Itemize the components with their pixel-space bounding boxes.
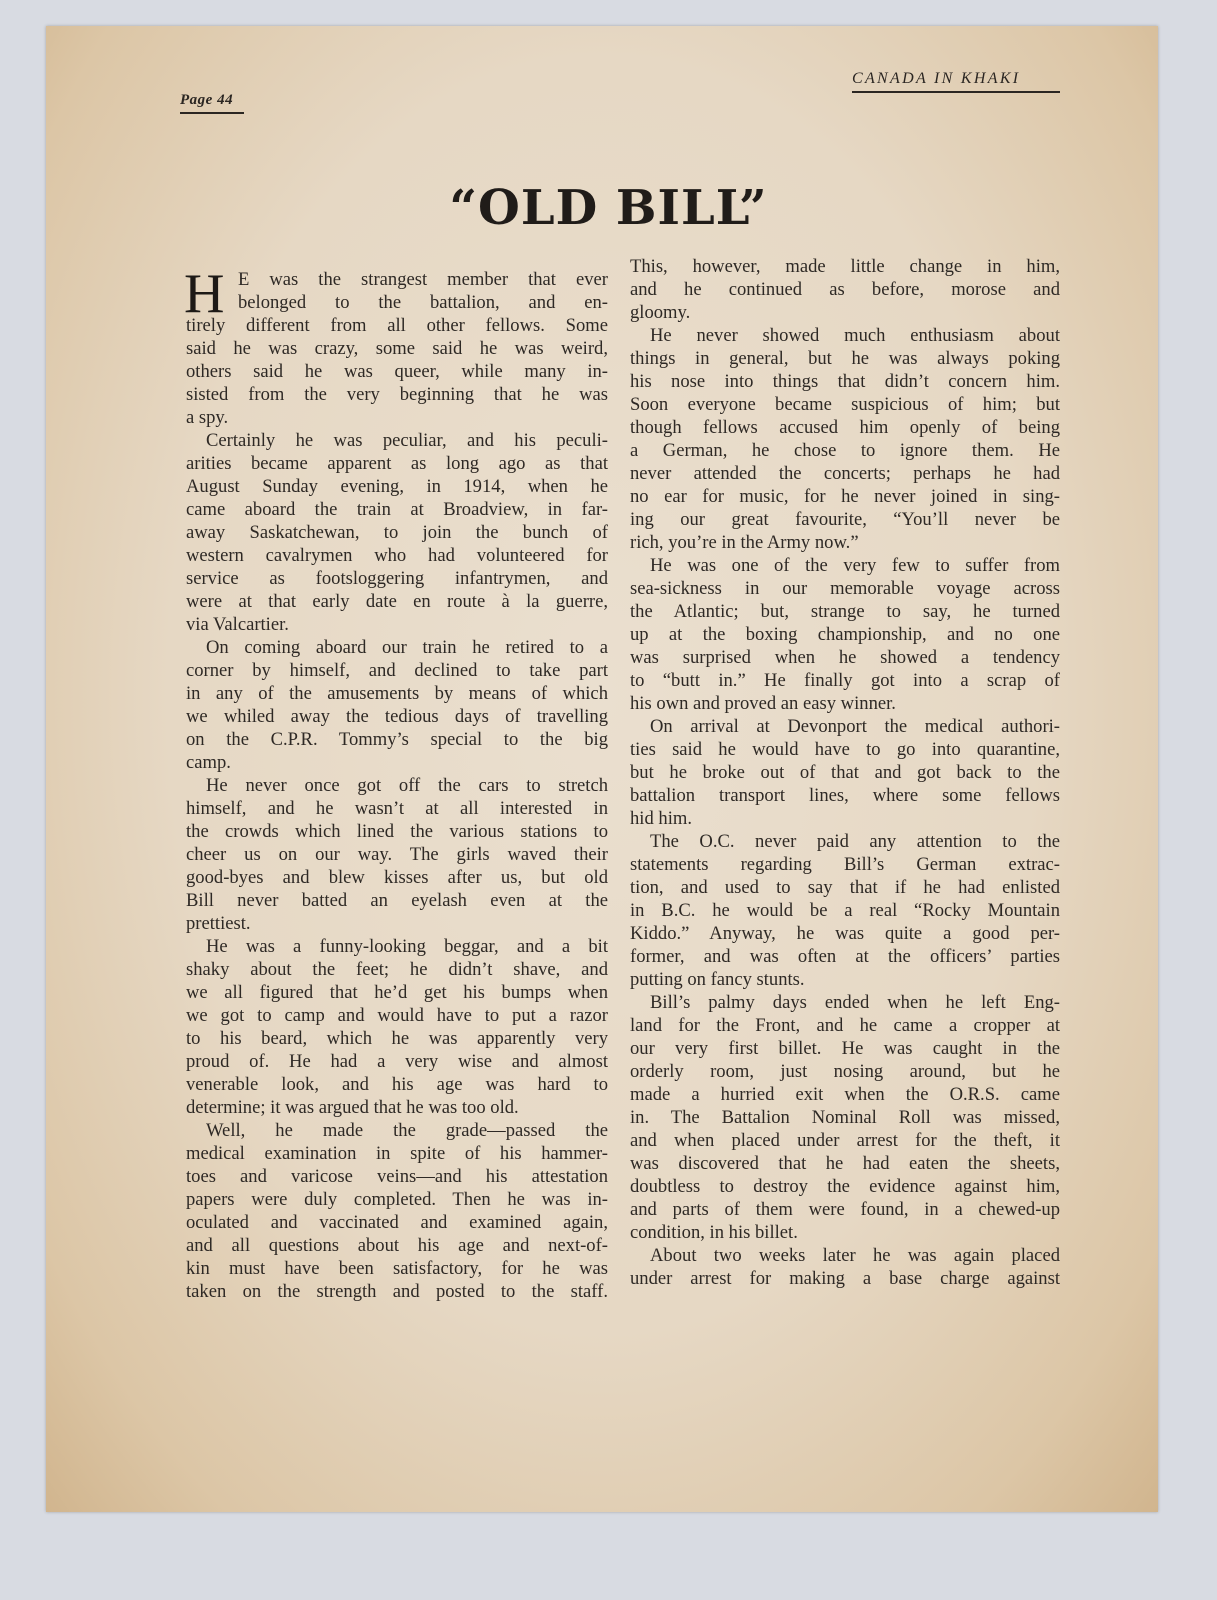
- text-line: was surprised when he showed a tendency: [630, 647, 1060, 668]
- text-line: belonged to the battalion, and en-: [238, 292, 608, 313]
- text-line: sisted from the very beginning that he was: [186, 384, 608, 405]
- text-line: and all questions about his age and next-of-: [186, 1235, 608, 1256]
- text-line: About two weeks later he was again placed: [650, 1245, 1060, 1266]
- paragraph: [186, 636, 608, 774]
- text-line: made a hurried exit when the O.R.S. came: [630, 1084, 1060, 1105]
- column-left: [184, 263, 608, 1303]
- text-line: were at that early date en route à la guerre,: [186, 591, 608, 612]
- text-line: He was a funny-looking beggar, and a bit: [206, 936, 608, 957]
- paragraph: [630, 715, 1060, 830]
- text-line: Kiddo.” Anyway, he was quite a good per-: [630, 923, 1060, 944]
- text-line: rich, you’re in the Army now.”: [630, 532, 859, 553]
- text-line: corner by himself, and declined to take part: [186, 660, 608, 681]
- text-line: and he continued as before, morose and: [630, 279, 1060, 300]
- paragraph: [186, 1119, 608, 1303]
- text-line: Soon everyone became suspicious of him; but: [630, 394, 1060, 415]
- text-line: in any of the amusements by means of which: [186, 683, 608, 704]
- text-line: up at the boxing championship, and no one: [630, 624, 1060, 645]
- text-line: venerable look, and his age was hard to: [186, 1074, 608, 1095]
- text-line: we whiled away the tedious days of travelling: [186, 706, 608, 727]
- text-line: condition, in his billet.: [630, 1222, 798, 1243]
- column-right: [630, 255, 1060, 1290]
- text-line: service as footsloggering infantrymen, and: [186, 568, 608, 589]
- text-line: sea-sickness in our memorable voyage across: [630, 578, 1060, 599]
- text-line: was discovered that he had eaten the sheets,: [630, 1153, 1060, 1174]
- text-line: kin must have been satisfactory, for he was: [186, 1258, 608, 1279]
- text-line: and parts of them were found, in a chewed-up: [630, 1199, 1060, 1220]
- text-line: August Sunday evening, in 1914, when he: [186, 476, 608, 497]
- text-line: taken on the strength and posted to the staff.: [186, 1281, 608, 1302]
- text-line: shaky about the feet; he didn’t shave, and: [186, 959, 608, 980]
- text-line: land for the Front, and he came a cropper at: [630, 1015, 1060, 1036]
- text-line: statements regarding Bill’s German extrac-: [630, 854, 1060, 875]
- paragraph: [630, 324, 1060, 554]
- text-line: toes and varicose veins—and his attestation: [186, 1166, 608, 1187]
- drop-cap: H: [184, 263, 225, 325]
- text-line: hid him.: [630, 808, 692, 829]
- text-line: away Saskatchewan, to join the bunch of: [186, 522, 608, 543]
- text-line: western cavalrymen who had volunteered for: [186, 545, 608, 566]
- text-line: Well, he made the grade—passed the: [206, 1120, 608, 1141]
- text-line: Bill’s palmy days ended when he left Eng-: [650, 992, 1060, 1013]
- text-line: doubtless to destroy the evidence against him,: [630, 1176, 1060, 1197]
- text-line: This, however, made little change in him,: [630, 256, 1060, 277]
- text-line: E was the strangest member that ever: [238, 269, 608, 290]
- text-line: but he broke out of that and got back to the: [630, 762, 1060, 783]
- paragraph: [186, 429, 608, 636]
- text-line: orderly room, just nosing around, but he: [630, 1061, 1060, 1082]
- text-line: He was one of the very few to suffer from: [650, 555, 1060, 576]
- paragraph: [186, 774, 608, 935]
- paragraph: [630, 1244, 1060, 1290]
- paragraph: [630, 554, 1060, 715]
- text-line: others said he was queer, while many in-: [186, 361, 608, 382]
- text-line: oculated and vaccinated and examined again,: [186, 1212, 608, 1233]
- text-line: the crowds which lined the various stations to: [186, 821, 608, 842]
- text-line: came aboard the train at Broadview, in far-: [186, 499, 608, 520]
- paragraph: [630, 255, 1060, 324]
- text-line: He never once got off the cars to stretch: [206, 775, 608, 796]
- text-line: On coming aboard our train he retired to a: [206, 637, 608, 658]
- text-line: battalion transport lines, where some fellows: [630, 785, 1060, 806]
- running-head: CANADA IN KHAKI: [852, 70, 1060, 93]
- text-line: a German, he chose to ignore them. He: [630, 440, 1060, 461]
- text-line: prettiest.: [186, 913, 251, 934]
- text-line: The O.C. never paid any attention to the: [650, 831, 1060, 852]
- text-line: and when placed under arrest for the theft, it: [630, 1130, 1060, 1151]
- text-line: the Atlantic; but, strange to say, he turned: [630, 601, 1060, 622]
- text-line: to “butt in.” He finally got into a scrap of: [630, 670, 1060, 691]
- text-line: to his beard, which he was apparently very: [186, 1028, 608, 1049]
- text-line: good-byes and blew kisses after us, but old: [186, 867, 608, 888]
- text-line: our very first billet. He was caught in the: [630, 1038, 1060, 1059]
- paragraph: [630, 991, 1060, 1244]
- text-line: via Valcartier.: [186, 614, 289, 635]
- text-line: we all figured that he’d get his bumps when: [186, 982, 608, 1003]
- text-line: we got to camp and would have to put a razor: [186, 1005, 608, 1026]
- text-line: no ear for music, for he never joined in sing-: [630, 486, 1060, 507]
- text-line: arities became apparent as long ago as that: [186, 453, 608, 474]
- text-line: though fellows accused him openly of being: [630, 417, 1060, 438]
- text-line: Bill never batted an eyelash even at the: [186, 890, 608, 911]
- text-line: medical examination in spite of his hammer-: [186, 1143, 608, 1164]
- text-line: never attended the concerts; perhaps he had: [630, 463, 1060, 484]
- text-line: camp.: [186, 752, 231, 773]
- text-line: ties said he would have to go into quarantine,: [630, 739, 1060, 760]
- text-line: Certainly he was peculiar, and his peculi-: [206, 430, 608, 451]
- text-line: said he was crazy, some said he was weird,: [186, 338, 608, 359]
- text-line: in B.C. he would be a real “Rocky Mountain: [630, 900, 1060, 921]
- text-line: himself, and he wasn’t at all interested in: [186, 798, 608, 819]
- text-line: tirely different from all other fellows. Some: [186, 315, 608, 336]
- text-line: determine; it was argued that he was too old.: [186, 1097, 519, 1118]
- text-line: things in general, but he was always poking: [630, 348, 1060, 369]
- text-line: putting on fancy stunts.: [630, 969, 805, 990]
- text-line: gloomy.: [630, 302, 691, 323]
- page-number: Page 44: [180, 92, 244, 114]
- text-line: proud of. He had a very wise and almost: [186, 1051, 608, 1072]
- text-line: in. The Battalion Nominal Roll was missed,: [630, 1107, 1060, 1128]
- paragraph: [186, 935, 608, 1119]
- text-line: on the C.P.R. Tommy’s special to the big: [186, 729, 608, 750]
- text-line: On arrival at Devonport the medical authori-: [650, 716, 1060, 737]
- text-line: He never showed much enthusiasm about: [650, 325, 1060, 346]
- text-line: his nose into things that didn’t concern him.: [630, 371, 1060, 392]
- text-line: a spy.: [186, 407, 229, 428]
- text-line: tion, and used to say that if he had enlisted: [630, 877, 1060, 898]
- text-line: former, and was often at the officers’ parties: [630, 946, 1060, 967]
- text-line: papers were duly completed. Then he was in-: [186, 1189, 608, 1210]
- text-line: his own and proved an easy winner.: [630, 693, 896, 714]
- text-line: ing our great favourite, “You’ll never be: [630, 509, 1060, 530]
- text-line: cheer us on our way. The girls waved their: [186, 844, 608, 865]
- article-title: “OLD BILL”: [449, 180, 768, 236]
- text-line: under arrest for making a base charge against: [630, 1268, 1060, 1289]
- paragraph: [630, 830, 1060, 991]
- paragraph: [184, 263, 608, 429]
